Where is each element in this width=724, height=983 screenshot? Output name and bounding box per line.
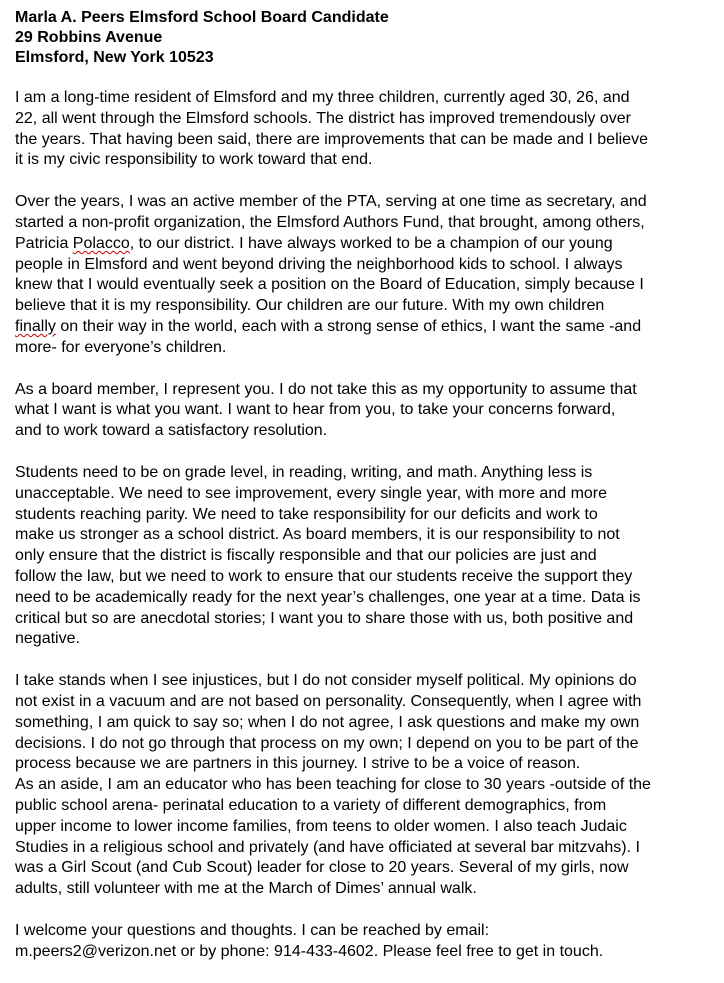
paragraph-text: , to our district. I have always worked to be a champion of our young people in Elmsford and went beyond driving the neighborhood kids to school. I always knew that I would eventually seek a position on the Board of Education, simply because I believe that it is my responsibility. Our children are our future. With my own children <box>15 234 644 315</box>
paragraph-text: on their way in the world, each with a strong sense of ethics, I want the same -and more- for everyone’s children. <box>15 317 642 356</box>
city-state-zip: Elmsford, New York 10523 <box>15 49 214 66</box>
street-address: 29 Robbins Avenue <box>15 29 163 46</box>
letter-body <box>15 8 715 983</box>
spellcheck-word-finally: finally <box>15 317 56 335</box>
spellcheck-word-polacco: Polacco <box>72 234 130 252</box>
paragraph-contact: I welcome your questions and thoughts. I can be reached by email: m.peers2@verizon.net or by phone: 914-433-4602. Please feel free to get in touch. <box>15 921 604 960</box>
paragraph-student-achievement: Students need to be on grade level, in reading, writing, and math. Anything less is unacceptable. We need to see improvement, every single year, with more and more students reaching parity. We need to take responsibility for our deficits and work to make us stronger as a school district. As board members, it is our responsibility to not only ensure that the district is fiscally responsible and that our policies are just and follow the law, but we need to work to ensure that our students receive the support they need to be academically ready for the next year’s challenges, one year at a time. Data is critical but so are anecdotal stories; I want you to share those with us, both positive and negative. <box>15 463 641 648</box>
paragraph-representation: As a board member, I represent you. I do not take this as my opportunity to assume that what I want is what you want. I want to hear from you, to take your concerns forward, and to work toward a satisfactory resolution. <box>15 380 637 440</box>
paragraph-text: Over the years, I was an active member of the PTA, serving at one time as secretary, and started a non-profit organization, the Elmsford Authors Fund, that brought, among others, Patricia <box>15 193 647 252</box>
paragraph-introduction: I am a long-time resident of Elmsford and my three children, currently aged 30, 26, and 22, all went through the Elmsford schools. The district has improved tremendously over the years. That having been said, there are improvements that can be made and I believe it is my civic responsibility to work toward that end. <box>15 89 648 169</box>
paragraph-political-stance: I take stands when I see injustices, but I do not consider myself political. My opinions do not exist in a vacuum and are not based on personality. Consequently, when I agree with something, I am quick to say so; when I do not agree, I ask questions and make my own decisions. I do not go through that process on my own; I depend on you to be part of the process because we are partners in this journey. I strive to be a voice of reason. <box>15 672 642 773</box>
paragraph-pta-history <box>15 192 715 358</box>
candidate-header <box>15 8 715 68</box>
paragraph-educator-background: As an aside, I am an educator who has been teaching for close to 30 years -outside of the public school arena- perinatal education to a variety of different demographics, from upper income to lower income families, from teens to older women. I also teach Judaic Studies in a religious school and privately (and have officiated at several bar mitzvahs). I was a Girl Scout (and Cub Scout) leader for close to 20 years. Several of my girls, now adults, still volunteer with me at the March of Dimes’ annual walk. <box>15 776 651 898</box>
candidate-name-title: Marla A. Peers Elmsford School Board Candidate <box>15 9 389 26</box>
